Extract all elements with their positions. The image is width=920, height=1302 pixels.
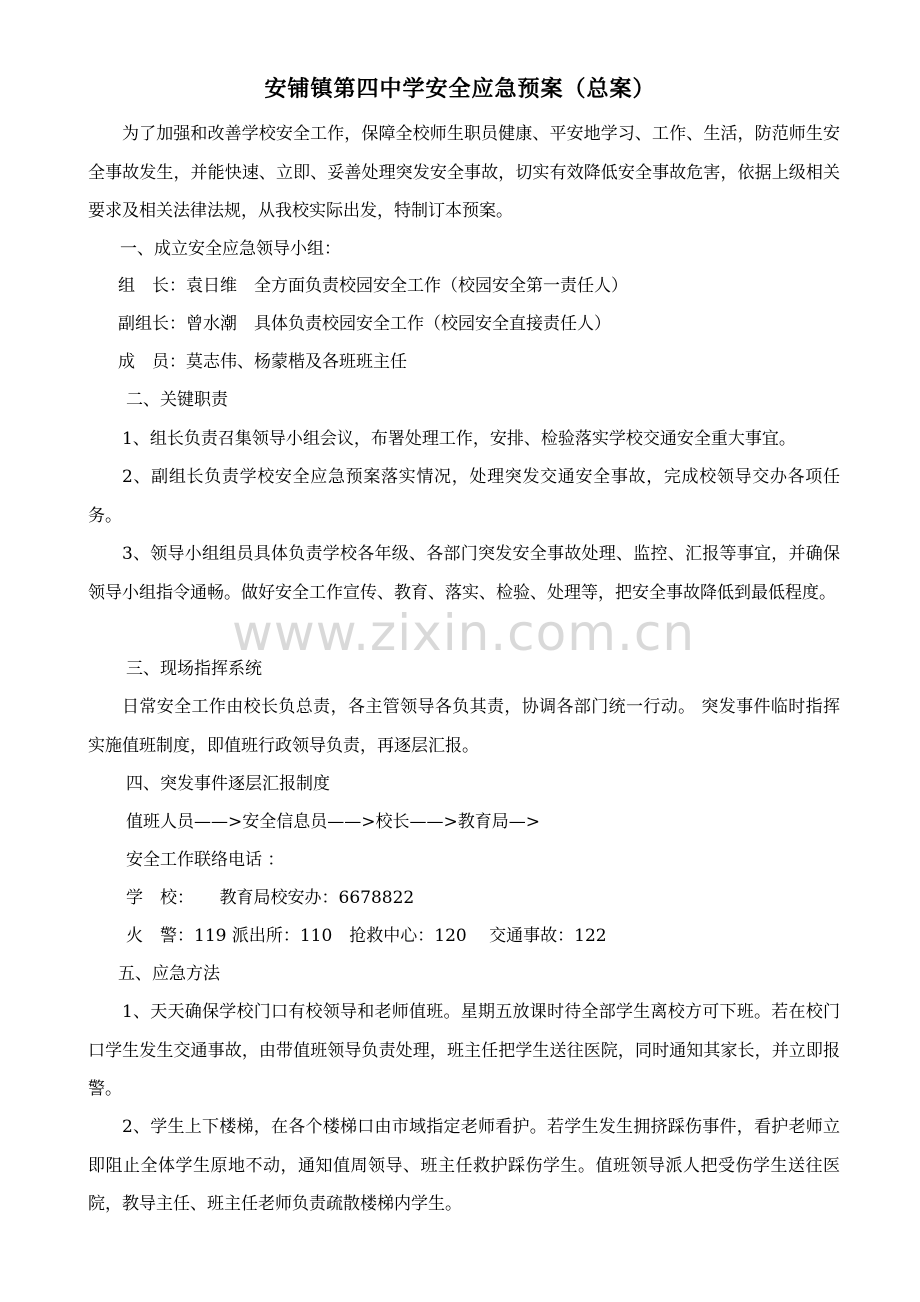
emergency-numbers-line: 火 警：119 派出所：110 抢救中心：120 交通事故：122 <box>126 926 607 946</box>
duty-item-2: 2、副组长负责学校安全应急预案落实情况，处理突发交通安全事故，完成校领导交办各项任务。 <box>88 467 840 526</box>
contact-phone-label: 安全工作联络电话 ： <box>126 850 285 870</box>
duty-item-1: 1、组长负责召集领导小组会议，布署处理工作，安排、检验落实学校交通安全重大事宜。 <box>122 429 796 449</box>
deputy-leader-line: 副组长：曾水潮 具体负责校园安全工作（校园安全直接责任人） <box>118 314 611 334</box>
school-phone-line: 学 校： 教育局校安办：6678822 <box>126 888 415 908</box>
command-system-paragraph: 日常安全工作由校长负总责，各主管领导各负其责，协调各部门统一行动。 突发事件临时指挥实施值班制度，即值班行政领导负责，再逐层汇报。 <box>88 697 840 756</box>
section4-heading: 四、突发事件逐层汇报制度 <box>126 774 330 794</box>
intro-paragraph: 为了加强和改善学校安全工作，保障全校师生职员健康、平安地学习、工作、生活，防范师生安全事故发生，并能快速、立即、妥善处理突发安全事故，切实有效降低安全事故危害，依据上级相关要求及相关法律法规，从我校实际出发，特制订本预案。 <box>88 124 840 221</box>
section1-heading: 一、成立安全应急领导小组： <box>120 239 341 259</box>
members-line: 成 员：莫志伟、杨蒙楷及各班班主任 <box>118 352 407 372</box>
duty-item-3: 3、领导小组组员具体负责学校各年级、各部门突发安全事故处理、监控、汇报等事宜，并确保领导小组指令通畅。做好安全工作宣传、教育、落实、检验、处理等，把安全事故降低到最低程度。 <box>88 544 840 603</box>
emergency-method-1: 1、天天确保学校门口有校领导和老师值班。星期五放课时待全部学生离校方可下班。若在校门口学生发生交通事故，由带值班领导负责处理，班主任把学生送往医院，同时通知其家长，并立即报警。 <box>88 1002 840 1099</box>
report-chain-line: 值班人员——>安全信息员——>校长——>教育局—> <box>126 812 540 832</box>
document-title: 安铺镇第四中学安全应急预案（总案） <box>264 77 656 102</box>
leader-line: 组 长：袁日维 全方面负责校园安全工作（校园安全第一责任人） <box>118 276 628 296</box>
section2-heading: 二、关键职责 <box>126 390 228 410</box>
section3-heading: 三、现场指挥系统 <box>126 659 262 679</box>
section5-heading: 五、应急方法 <box>118 964 220 984</box>
emergency-method-2: 2、学生上下楼梯，在各个楼梯口由市域指定老师看护。若学生发生拥挤踩伤事件，看护老师立即阻止全体学生原地不动，通知值周领导、班主任救护踩伤学生。值班领导派人把受伤学生送往医院，教导主任、班主任老师负责疏散楼梯内学生。 <box>88 1117 840 1214</box>
watermark: www.zixin.com.cn <box>232 604 696 662</box>
